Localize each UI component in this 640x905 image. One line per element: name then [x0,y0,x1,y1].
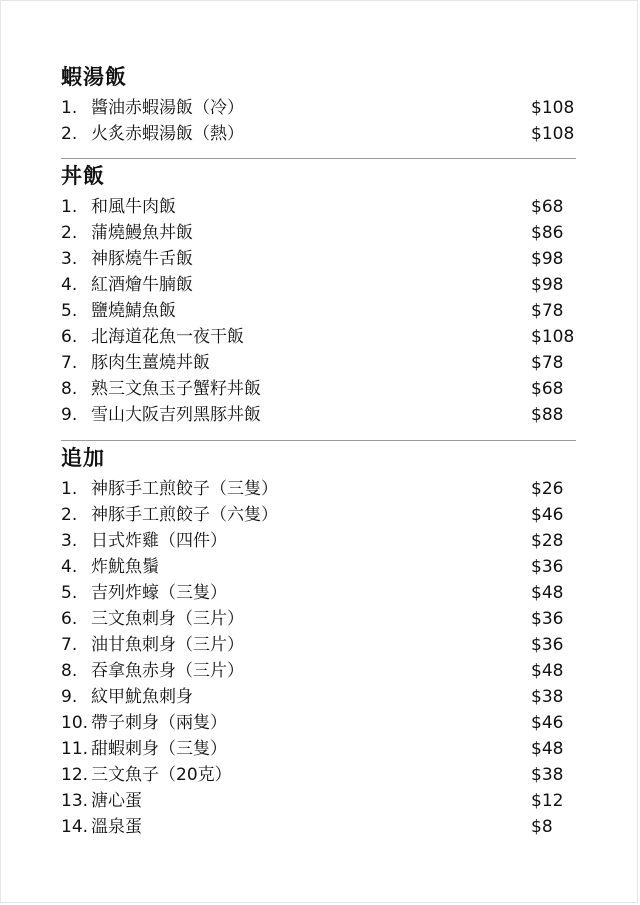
item-number: 3. [61,531,78,551]
menu-item [61,246,581,272]
item-name: 北海道花魚一夜干飯 [91,327,244,347]
item-price: $36 [531,635,564,655]
menu-item [61,350,581,376]
item-name: 神豚燒牛舌飯 [91,249,193,269]
item-number: 9. [61,405,78,425]
menu-item [61,580,581,606]
menu-item [61,788,581,814]
section-shrimp-soup-rice [61,63,581,147]
item-price: $86 [531,223,564,243]
item-price: $108 [531,98,575,118]
menu-item [61,121,581,147]
menu-item [61,298,581,324]
item-name: 火炙赤蝦湯飯（熱） [91,124,244,144]
menu-item [61,220,581,246]
item-name: 油甘魚刺身（三片） [91,635,244,655]
item-name: 吞拿魚赤身（三片） [91,661,244,681]
item-number: 13. [61,791,89,811]
item-price: $78 [531,353,564,373]
item-price: $28 [531,531,564,551]
menu-item [61,684,581,710]
item-price: $26 [531,479,564,499]
item-number: 14. [61,817,89,837]
menu-item [61,95,581,121]
item-number: 2. [61,223,78,243]
item-number: 7. [61,635,78,655]
menu-item [61,736,581,762]
item-name: 溏心蛋 [91,791,142,811]
menu-item [61,402,581,428]
item-number: 11. [61,739,89,759]
section-divider [61,440,576,441]
section-add-ons [61,444,581,840]
item-name: 三文魚子（20克） [91,765,232,785]
item-number: 4. [61,275,78,295]
item-price: $48 [531,739,564,759]
item-name: 豚肉生薑燒丼飯 [91,353,210,373]
item-price: $8 [531,817,553,837]
menu-item [61,632,581,658]
item-price: $38 [531,687,564,707]
menu-item [61,606,581,632]
item-name: 雪山大阪吉列黑豚丼飯 [91,405,261,425]
item-number: 12. [61,765,89,785]
menu-item [61,814,581,840]
item-price: $48 [531,583,564,603]
item-number: 7. [61,353,78,373]
section-title: 追加 [61,446,105,470]
item-price: $98 [531,249,564,269]
item-name: 神豚手工煎餃子（三隻） [91,479,278,499]
item-number: 2. [61,505,78,525]
item-number: 6. [61,327,78,347]
item-number: 3. [61,249,78,269]
item-number: 4. [61,557,78,577]
item-name: 紋甲魷魚刺身 [91,687,193,707]
section-rice-bowls [61,162,581,428]
item-price: $38 [531,765,564,785]
item-price: $68 [531,379,564,399]
item-price: $98 [531,275,564,295]
item-number: 1. [61,98,78,118]
item-name: 神豚手工煎餃子（六隻） [91,505,278,525]
item-price: $68 [531,197,564,217]
menu-item [61,194,581,220]
item-name: 鹽燒鯖魚飯 [91,301,176,321]
menu-item [61,528,581,554]
menu-item [61,476,581,502]
item-number: 8. [61,379,78,399]
item-name: 和風牛肉飯 [91,197,176,217]
item-number: 1. [61,197,78,217]
item-number: 5. [61,301,78,321]
item-number: 8. [61,661,78,681]
item-price: $88 [531,405,564,425]
menu-item [61,710,581,736]
item-number: 2. [61,124,78,144]
section-title: 蝦湯飯 [61,65,127,89]
section-title: 丼飯 [61,164,105,188]
item-number: 9. [61,687,78,707]
menu-item [61,658,581,684]
menu-item [61,376,581,402]
item-name: 紅酒燴牛腩飯 [91,275,193,295]
item-name: 吉列炸蠔（三隻） [91,583,227,603]
menu-item [61,324,581,350]
menu-item [61,762,581,788]
item-name: 三文魚刺身（三片） [91,609,244,629]
item-number: 6. [61,609,78,629]
menu-item [61,502,581,528]
item-name: 醬油赤蝦湯飯（冷） [91,98,244,118]
item-name: 溫泉蛋 [91,817,142,837]
item-number: 1. [61,479,78,499]
item-price: $78 [531,301,564,321]
item-price: $36 [531,557,564,577]
item-price: $48 [531,661,564,681]
item-name: 蒲燒鰻魚丼飯 [91,223,193,243]
item-number: 10. [61,713,89,733]
menu-item [61,554,581,580]
item-number: 5. [61,583,78,603]
item-name: 熟三文魚玉子蟹籽丼飯 [91,379,261,399]
item-name: 炸魷魚鬚 [91,557,159,577]
item-name: 甜蝦刺身（三隻） [91,739,227,759]
menu-item [61,272,581,298]
item-price: $46 [531,713,564,733]
item-price: $108 [531,124,575,144]
item-name: 日式炸雞（四件） [91,531,227,551]
item-price: $36 [531,609,564,629]
item-price: $12 [531,791,564,811]
section-divider [61,158,576,159]
item-price: $108 [531,327,575,347]
item-price: $46 [531,505,564,525]
item-name: 帶子刺身（兩隻） [91,713,227,733]
